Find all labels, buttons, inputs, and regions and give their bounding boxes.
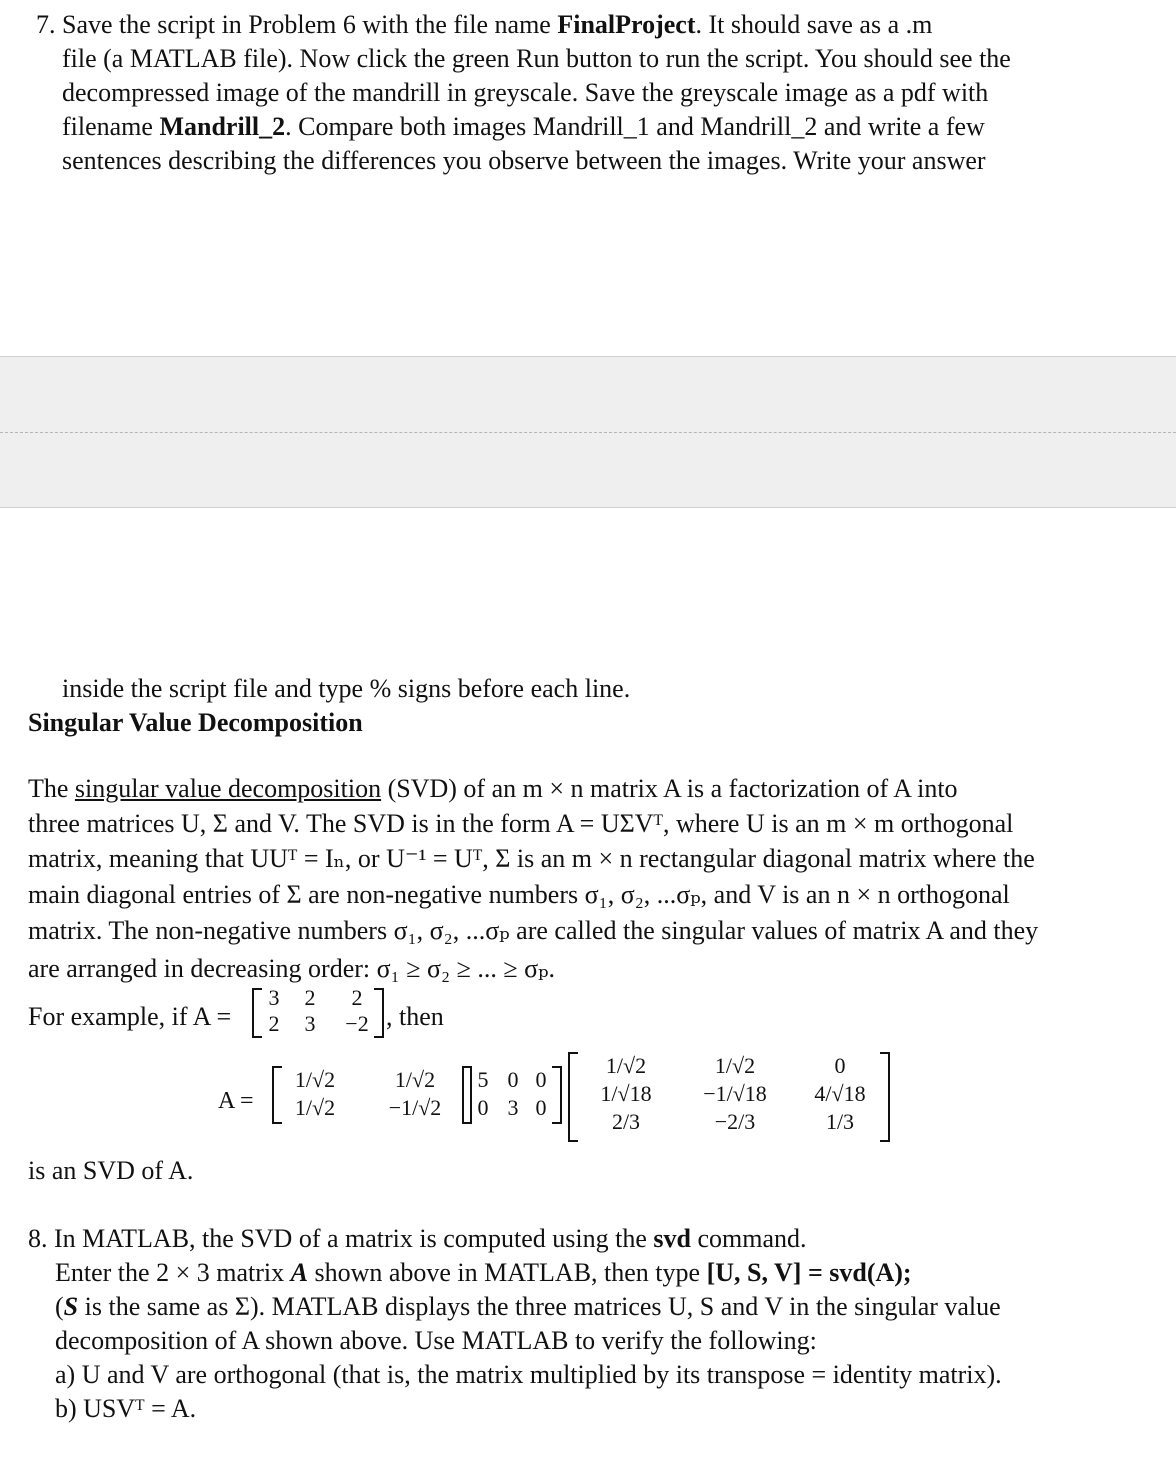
matrix-a-cell: −2 (345, 1011, 369, 1036)
matrix-sigma-cell: 5 (477, 1067, 489, 1092)
matrix-u (272, 1064, 472, 1124)
matrix-v-left-bracket (568, 1052, 578, 1142)
matrix-sigma-cell: 0 (535, 1067, 547, 1092)
matrix-sigma-cell: 0 (477, 1095, 489, 1120)
svd-command: svd (653, 1224, 691, 1253)
svd-line6: are arranged in decreasing order: σ₁ ≥ σ₂ ≥ ... ≥ σₚ. (28, 954, 556, 983)
example-prefix: For example, if A = (28, 1002, 232, 1031)
matrix-sigma-cell: 3 (507, 1095, 519, 1120)
section-title: Singular Value Decomposition (28, 708, 363, 737)
filename-finalproject: FinalProject (557, 10, 696, 39)
svd-line2: three matrices U, Σ and V. The SVD is in the form A = UΣVᵀ, where U is an m × m orthogonal (28, 809, 1014, 838)
problem8-line2: Enter the 2 × 3 matrix A shown above in MATLAB, then type [U, S, V] = svd(A); (55, 1258, 912, 1287)
matrix-u-cell: −1/√2 (388, 1095, 442, 1120)
matrix-v-cell: 2/3 (611, 1109, 641, 1134)
matrix-v-cell: 1/√2 (714, 1053, 756, 1078)
svd-line5: matrix. The non-negative numbers σ₁, σ₂, ...σₚ are called the singular values of matrix A and they (28, 916, 1039, 945)
matrix-sigma-left-bracket (462, 1066, 472, 1124)
matrix-v-cell: 1/3 (825, 1109, 855, 1134)
matrix-v (568, 1050, 890, 1142)
matrix-v-cell: 0 (834, 1053, 846, 1078)
svd-line4: main diagonal entries of Σ are non-negative numbers σ₁, σ₂, ...σₚ, and V is an n × n orthogonal (28, 880, 1010, 909)
matrix-a (252, 986, 384, 1038)
matrix-sigma-cell: 0 (507, 1067, 519, 1092)
matrix-a-cell: 3 (304, 1011, 316, 1036)
svd-eq-lhs: A = (218, 1088, 254, 1114)
page-break-bottom (0, 433, 1176, 508)
problem7-line1: 7. Save the script in Problem 6 with the file name FinalProject. It should save as a .m (36, 10, 933, 39)
problem8-line5: a) U and V are orthogonal (that is, the matrix multiplied by its transpose = identity matrix). (55, 1360, 1002, 1389)
matrix-sigma (462, 1064, 562, 1124)
matrix-v-cell: −2/3 (714, 1109, 756, 1134)
matrix-u-cell: 1/√2 (394, 1067, 436, 1092)
problem8-line6: b) USVᵀ = A. (55, 1394, 197, 1423)
matrix-sigma-cell: 0 (535, 1095, 547, 1120)
matrix-v-cell: −1/√18 (703, 1081, 767, 1106)
problem8-line3: (S is the same as Σ). MATLAB displays the three matrices U, S and V in the singular value (55, 1292, 1001, 1321)
matlab-command: [U, S, V] = svd(A); (706, 1258, 912, 1287)
matrix-v-cell: 1/√2 (605, 1053, 647, 1078)
page-break-divider (0, 432, 1176, 433)
matrix-sigma-right-bracket (552, 1066, 562, 1124)
example-suffix: , then (386, 1002, 444, 1031)
matrix-u-cell: 1/√2 (294, 1067, 336, 1092)
is-svd-text: is an SVD of A. (28, 1156, 194, 1185)
matrix-v-cell: 1/√18 (600, 1081, 652, 1106)
matrix-a-cell: 3 (268, 985, 280, 1010)
matrix-a-cell: 2 (351, 985, 363, 1010)
problem8-line1: 8. In MATLAB, the SVD of a matrix is computed using the svd command. (28, 1224, 807, 1253)
problem7-line4: filename Mandrill_2. Compare both images Mandrill_1 and Mandrill_2 and write a few (62, 112, 985, 141)
problem7-continuation: inside the script file and type % signs before each line. (62, 674, 631, 703)
problem7-line3: decompressed image of the mandrill in greyscale. Save the greyscale image as a pdf with (62, 78, 989, 107)
matrix-u-cell: 1/√2 (294, 1095, 336, 1120)
problem8-line4: decomposition of A shown above. Use MATLAB to verify the following: (55, 1326, 817, 1355)
matrix-v-cell: 4/√18 (814, 1081, 866, 1106)
page-break-top (0, 356, 1176, 433)
matrix-a-cell: 2 (268, 1011, 280, 1036)
matrix-a-right-bracket (374, 988, 384, 1038)
svd-line3: matrix, meaning that UUᵀ = Iₙ, or U⁻¹ = Uᵀ, Σ is an m × n rectangular diagonal matrix where the (28, 844, 1035, 873)
problem7-line2: file (a MATLAB file). Now click the green Run button to run the script. You should see the (62, 44, 1011, 73)
filename-mandrill2: Mandrill_2 (159, 112, 286, 141)
matrix-u-left-bracket (272, 1066, 282, 1124)
matrix-a-cell: 2 (304, 985, 316, 1010)
matrix-a-left-bracket (252, 988, 262, 1038)
svd-line1: The singular value decomposition (SVD) of an m × n matrix A is a factorization of A into (28, 774, 958, 803)
problem7-line5: sentences describing the differences you observe between the images. Write your answer (62, 146, 986, 175)
svd-link[interactable]: singular value decomposition (74, 774, 382, 803)
